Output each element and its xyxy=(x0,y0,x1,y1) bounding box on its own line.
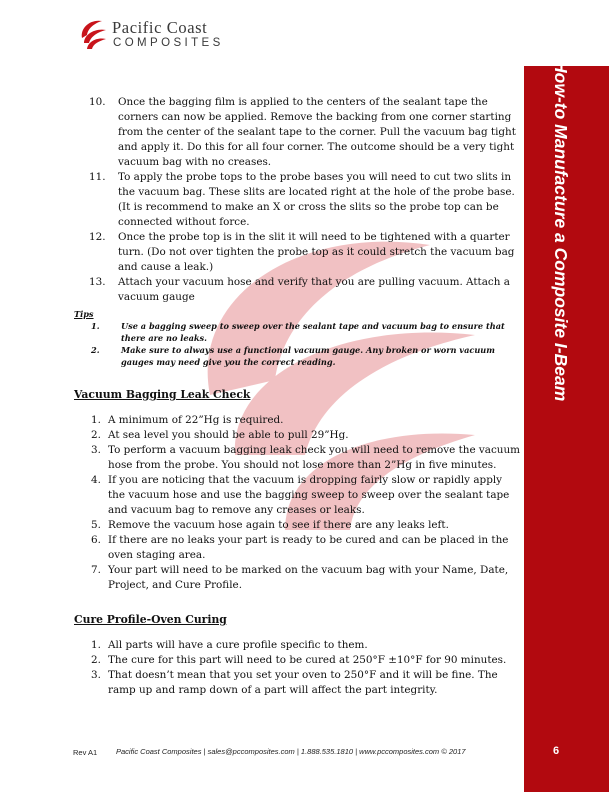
list-text: A minimum of 22”Hg is required. xyxy=(108,414,284,426)
list-item xyxy=(74,443,522,473)
list-item xyxy=(74,344,522,368)
list-text: Your part will need to be marked on the vacuum bag with your Name, Date, Project, and Cure Profile. xyxy=(108,564,509,591)
leak-check-list xyxy=(74,413,522,593)
list-number: 1. xyxy=(91,321,100,331)
list-item xyxy=(74,533,522,563)
list-number: 13. xyxy=(89,276,106,288)
list-item xyxy=(74,638,522,653)
list-item xyxy=(89,230,522,275)
list-number: 1. xyxy=(91,414,101,426)
list-text: To apply the probe tops to the probe bases you will need to cut two slits in the vacuum bag. These slits are located right at the hole of the probe base. (It is recommend to make an X or cross the slits so the probe top can be connected without force. xyxy=(118,171,515,228)
list-text: All parts will have a cure profile specific to them. xyxy=(108,639,368,651)
list-text: Remove the vacuum hose again to see if there are any leaks left. xyxy=(108,519,449,531)
list-number: 1. xyxy=(91,639,101,651)
list-item xyxy=(74,428,522,443)
tips-title: Tips xyxy=(74,309,94,319)
list-number: 4. xyxy=(91,474,101,486)
list-text: Once the probe top is in the slit it will need to be tightened with a quarter turn. (Do not over tighten the probe top as it could stretch the vacuum bag and cause a leak.) xyxy=(118,231,515,273)
wave-logo-icon xyxy=(78,16,108,52)
list-number: 2. xyxy=(91,345,100,355)
footer-contact: Pacific Coast Composites | sales@pccomposites.com | 1.888.535.1810 | www.pccomposites.com © 2017 xyxy=(116,747,466,756)
steps-list xyxy=(89,95,522,305)
list-number: 3. xyxy=(91,669,101,681)
page-number: 6 xyxy=(553,745,560,757)
logo-name-line1: Pacific Coast xyxy=(112,18,208,37)
section-heading-cure-profile: Cure Profile-Oven Curing xyxy=(74,613,227,626)
list-text: To perform a vacuum bagging leak check you will need to remove the vacuum hose from the probe. You should not lose more than 2”Hg in five minutes. xyxy=(108,444,521,471)
list-text: Attach your vacuum hose and verify that you are pulling vacuum. Attach a vacuum gauge xyxy=(118,276,510,303)
list-item xyxy=(74,413,522,428)
list-text: If there are no leaks your part is ready to be cured and can be placed in the oven staging area. xyxy=(108,534,509,561)
list-text: The cure for this part will need to be cured at 250°F ±10°F for 90 minutes. xyxy=(108,654,507,666)
list-item xyxy=(74,473,522,518)
sidebar-title: How-to Manufacture a Composite I-Beam xyxy=(551,60,571,402)
section-heading-leak-check: Vacuum Bagging Leak Check xyxy=(74,388,251,401)
list-item xyxy=(74,563,522,593)
list-text: At sea level you should be able to pull 29”Hg. xyxy=(108,429,349,441)
list-text: Once the bagging film is applied to the centers of the sealant tape the corners can now be applied. Remove the backing from one corner starting from the center of the sealant tape to the corner. Pull the vacuum bag tight and apply it. Do this for all four corner. The outcome should be a very tight vacuum bag with no creases. xyxy=(118,96,516,168)
list-number: 2. xyxy=(91,429,101,441)
list-item xyxy=(89,275,522,305)
list-number: 6. xyxy=(91,534,101,546)
cure-profile-list xyxy=(74,638,522,698)
company-logo xyxy=(78,16,248,56)
list-text: Make sure to always use a functional vacuum gauge. Any broken or worn vacuum gauges may need give you the correct reading. xyxy=(121,345,495,367)
list-text: That doesn’t mean that you set your oven to 250°F and it will be fine. The ramp up and ramp down of a part will affect the part integrity. xyxy=(108,669,498,696)
list-item xyxy=(89,95,522,170)
list-number: 12. xyxy=(89,231,106,243)
list-item xyxy=(74,320,522,344)
list-item xyxy=(74,668,522,698)
list-number: 5. xyxy=(91,519,101,531)
list-item xyxy=(74,518,522,533)
list-number: 2. xyxy=(91,654,101,666)
list-text: If you are noticing that the vacuum is dropping fairly slow or rapidly apply the vacuum hose and use the bagging sweep to sweep over the sealant tape and vacuum bag to remove any creases or leaks. xyxy=(108,474,510,516)
logo-name-line2: COMPOSITES xyxy=(113,37,224,49)
list-number: 11. xyxy=(89,171,106,183)
list-number: 3. xyxy=(91,444,101,456)
list-text: Use a bagging sweep to sweep over the sealant tape and vacuum bag to ensure that there are no leaks. xyxy=(121,321,505,343)
list-number: 7. xyxy=(91,564,101,576)
list-item xyxy=(89,170,522,230)
tips-list xyxy=(74,320,522,368)
footer-revision: Rev A1 xyxy=(73,748,98,757)
list-number: 10. xyxy=(89,96,106,108)
list-item xyxy=(74,653,522,668)
document-body xyxy=(74,95,522,698)
